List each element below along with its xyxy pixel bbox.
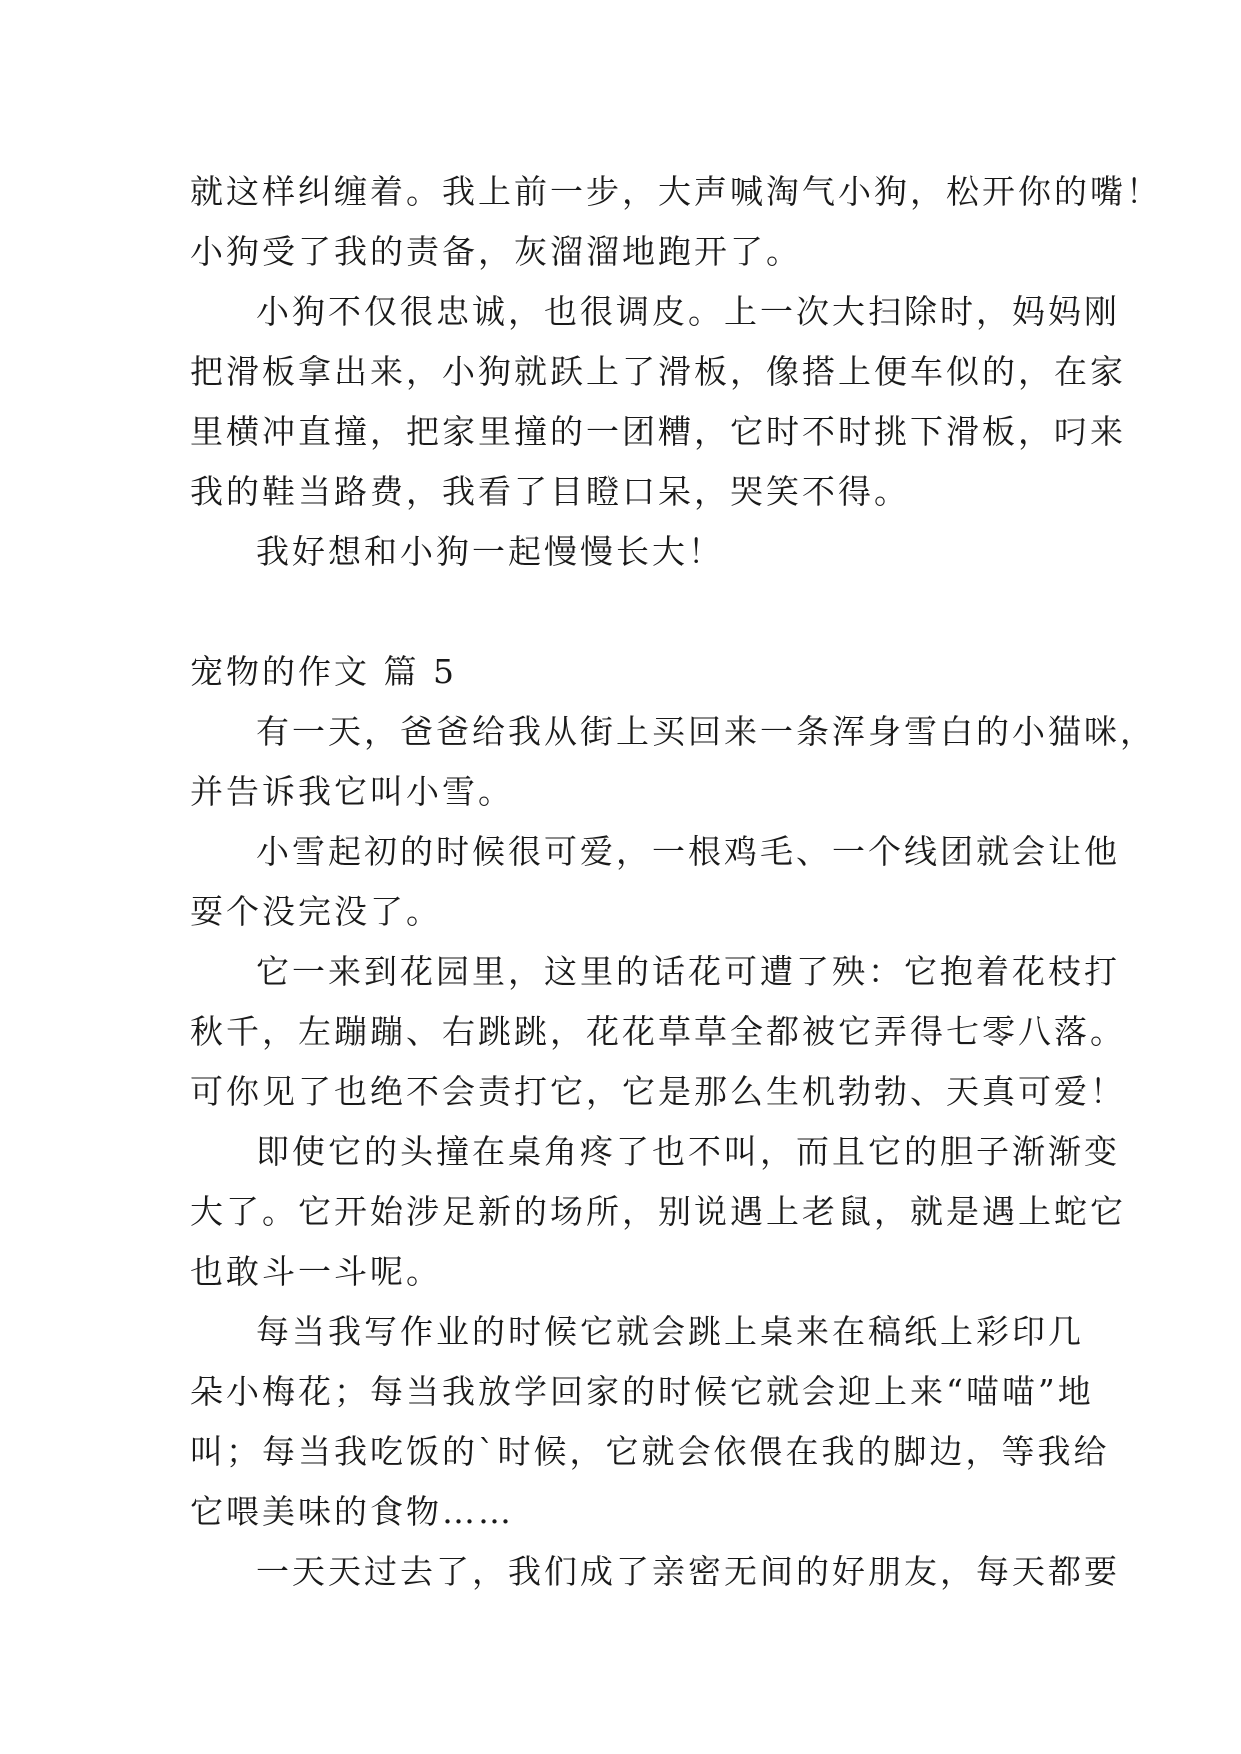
paragraph [190, 702, 1156, 822]
text-line: 可你见了也绝不会责打它，它是那么生机勃勃、天真可爱！ [190, 1072, 1126, 1111]
text-line: 小狗不仅很忠诚，也很调皮。上一次大扫除时，妈妈刚 [256, 292, 1120, 331]
paragraph [190, 1542, 1120, 1602]
text-line: 它喂美味的食物…… [190, 1492, 514, 1531]
text-line: 里横冲直撞，把家里撞的一团糟，它时不时挑下滑板，叼来 [190, 412, 1126, 451]
text-line: 耍个没完没了。 [190, 892, 442, 931]
text-line: 即使它的头撞在桌角疼了也不叫，而且它的胆子渐渐变 [256, 1132, 1120, 1171]
text-line: 每当我写作业的时候它就会跳上桌来在稿纸上彩印几 [256, 1312, 1084, 1351]
text-line: 朵小梅花；每当我放学回家的时候它就会迎上来“喵喵”地 [190, 1372, 1094, 1411]
paragraph [190, 282, 1126, 522]
text-line: 叫；每当我吃饭的`时候，它就会依偎在我的脚边，等我给 [190, 1432, 1110, 1471]
paragraph [190, 1302, 1110, 1542]
paragraph [190, 522, 1070, 582]
paragraph [190, 162, 1162, 282]
text-line: 有一天，爸爸给我从街上买回来一条浑身雪白的小猫咪， [256, 712, 1156, 751]
text-line: 我好想和小狗一起慢慢长大！ [256, 532, 724, 571]
document-body [190, 162, 1162, 1602]
text-line: 小雪起初的时候很可爱，一根鸡毛、一个线团就会让他 [256, 832, 1120, 871]
text-line: 把滑板拿出来，小狗就跃上了滑板，像搭上便车似的，在家 [190, 352, 1126, 391]
text-line: 大了。它开始涉足新的场所，别说遇上老鼠，就是遇上蛇它 [190, 1192, 1126, 1231]
text-line: 也敢斗一斗呢。 [190, 1252, 442, 1291]
blank-line [190, 582, 1070, 642]
paragraph [190, 1122, 1126, 1302]
text-line: 就这样纠缠着。我上前一步，大声喊淘气小狗，松开你的嘴！ [190, 172, 1162, 211]
paragraph [190, 822, 1120, 942]
text-line: 它一来到花园里，这里的话花可遭了殃：它抱着花枝打 [256, 952, 1120, 991]
paragraph [190, 942, 1126, 1122]
text-line: 一天天过去了，我们成了亲密无间的好朋友，每天都要 [256, 1552, 1120, 1591]
text-line: 秋千，左蹦蹦、右跳跳，花花草草全都被它弄得七零八落。 [190, 1012, 1126, 1051]
section-heading: 宠物的作文 篇 5 [190, 652, 457, 691]
text-line: 小狗受了我的责备，灰溜溜地跑开了。 [190, 232, 802, 271]
text-line: 并告诉我它叫小雪。 [190, 772, 514, 811]
text-line: 我的鞋当路费，我看了目瞪口呆，哭笑不得。 [190, 472, 910, 511]
